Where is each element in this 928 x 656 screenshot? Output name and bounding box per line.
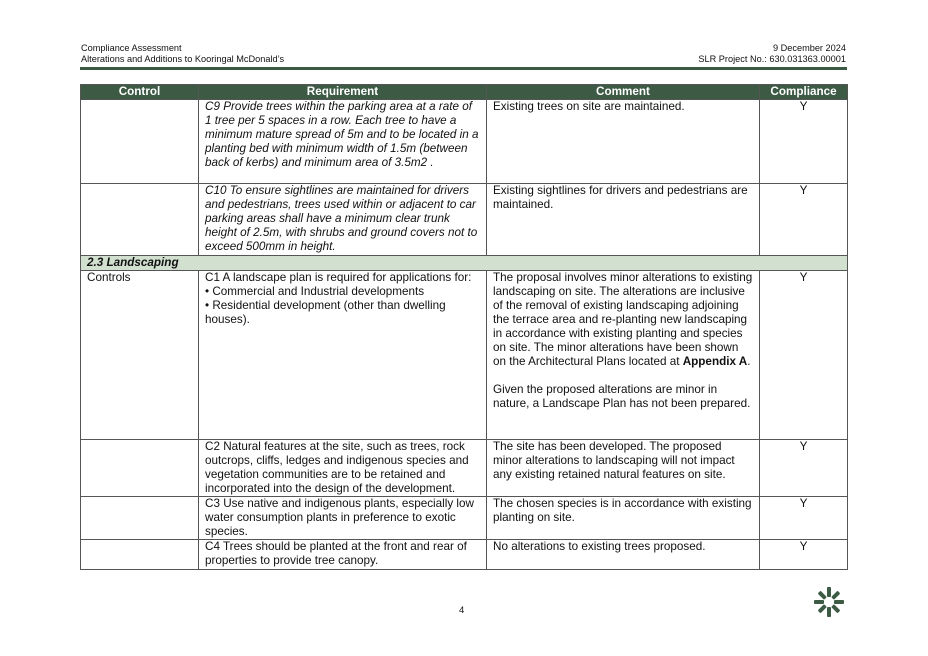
comment-text: The proposal involves minor alterations to existing landscaping on site. The alterations are inclusive of the removal of existing landscaping adjoining the terrace area and re-planting new landscaping in accordance with existing planting and species on site. The minor alterations have been shown on the Architectural Plans located at	[493, 270, 753, 369]
control-cell	[81, 184, 199, 255]
col-header-requirement: Requirement	[199, 85, 487, 100]
page-number: 4	[459, 605, 465, 616]
compliance-cell: Y	[760, 497, 848, 540]
requirement-cell: C10 To ensure sightlines are maintained for drivers and pedestrians, trees used within or adjacent to car parking areas shall have a minimum clear trunk height of 2.5m, with shrubs and ground covers not to exceed 500mm in height.	[199, 184, 487, 255]
requirement-intro: C1 A landscape plan is required for applications for:	[205, 270, 472, 284]
col-header-control: Control	[81, 85, 199, 100]
control-cell: Controls	[81, 270, 199, 439]
header-rule	[80, 67, 847, 70]
control-cell	[81, 540, 199, 569]
compliance-cell: Y	[760, 439, 848, 496]
comment-cell: Existing sightlines for drivers and pedestrians are maintained.	[487, 184, 760, 255]
doc-title: Compliance Assessment	[81, 43, 182, 53]
header-left	[81, 43, 284, 65]
comment-text: Given the proposed alterations are minor in nature, a Landscape Plan has not been prepared.	[493, 383, 751, 411]
slr-logo-icon	[813, 586, 845, 618]
table-row	[81, 439, 848, 496]
appendix-reference: Appendix A	[682, 355, 748, 369]
col-header-comment: Comment	[487, 85, 760, 100]
header-right	[698, 43, 846, 65]
requirement-cell	[199, 270, 487, 439]
control-cell	[81, 439, 199, 496]
section-title: 2.3 Landscaping	[81, 255, 848, 270]
requirement-bullet: • Residential development (other than dwelling houses).	[205, 298, 446, 326]
table-row	[81, 270, 848, 439]
table-row	[81, 100, 848, 184]
table-row	[81, 497, 848, 540]
section-row	[81, 255, 848, 270]
requirement-cell: C3 Use native and indigenous plants, especially low water consumption plants in preference to exotic species.	[199, 497, 487, 540]
comment-cell: The chosen species is in accordance with existing planting on site.	[487, 497, 760, 540]
comment-cell	[487, 270, 760, 439]
requirement-cell: C2 Natural features at the site, such as trees, rock outcrops, cliffs, ledges and indigenous species and vegetation communities are to be retained and incorporated into the design of the development.	[199, 439, 487, 496]
requirement-cell: C9 Provide trees within the parking area at a rate of 1 tree per 5 spaces in a row. Each tree to have a minimum mature spread of 5m and to be located in a planting bed with minimum width of 1.5m (between back of kerbs) and minimum area of 3.5m2 .	[199, 100, 487, 184]
compliance-cell: Y	[760, 100, 848, 184]
doc-date: 9 December 2024	[772, 43, 846, 53]
compliance-table	[80, 84, 848, 570]
requirement-cell: C4 Trees should be planted at the front and rear of properties to provide tree canopy.	[199, 540, 487, 569]
project-number: SLR Project No.: 630.031363.00001	[698, 54, 846, 64]
compliance-cell: Y	[760, 184, 848, 255]
compliance-cell: Y	[760, 270, 848, 439]
control-cell	[81, 497, 199, 540]
table-header-row	[81, 85, 848, 100]
control-cell	[81, 100, 199, 184]
col-header-compliance: Compliance	[760, 85, 848, 100]
comment-cell: No alterations to existing trees proposed.	[487, 540, 760, 569]
comment-cell: The site has been developed. The proposed minor alterations to landscaping will not impact any existing retained natural features on site.	[487, 439, 760, 496]
doc-subtitle: Alterations and Additions to Kooringal McDonald’s	[81, 54, 285, 64]
comment-text-end: .	[747, 355, 751, 369]
requirement-bullet: • Commercial and Industrial developments	[205, 284, 425, 298]
table-row	[81, 540, 848, 569]
compliance-cell: Y	[760, 540, 848, 569]
comment-cell: Existing trees on site are maintained.	[487, 100, 760, 184]
table-row	[81, 184, 848, 255]
